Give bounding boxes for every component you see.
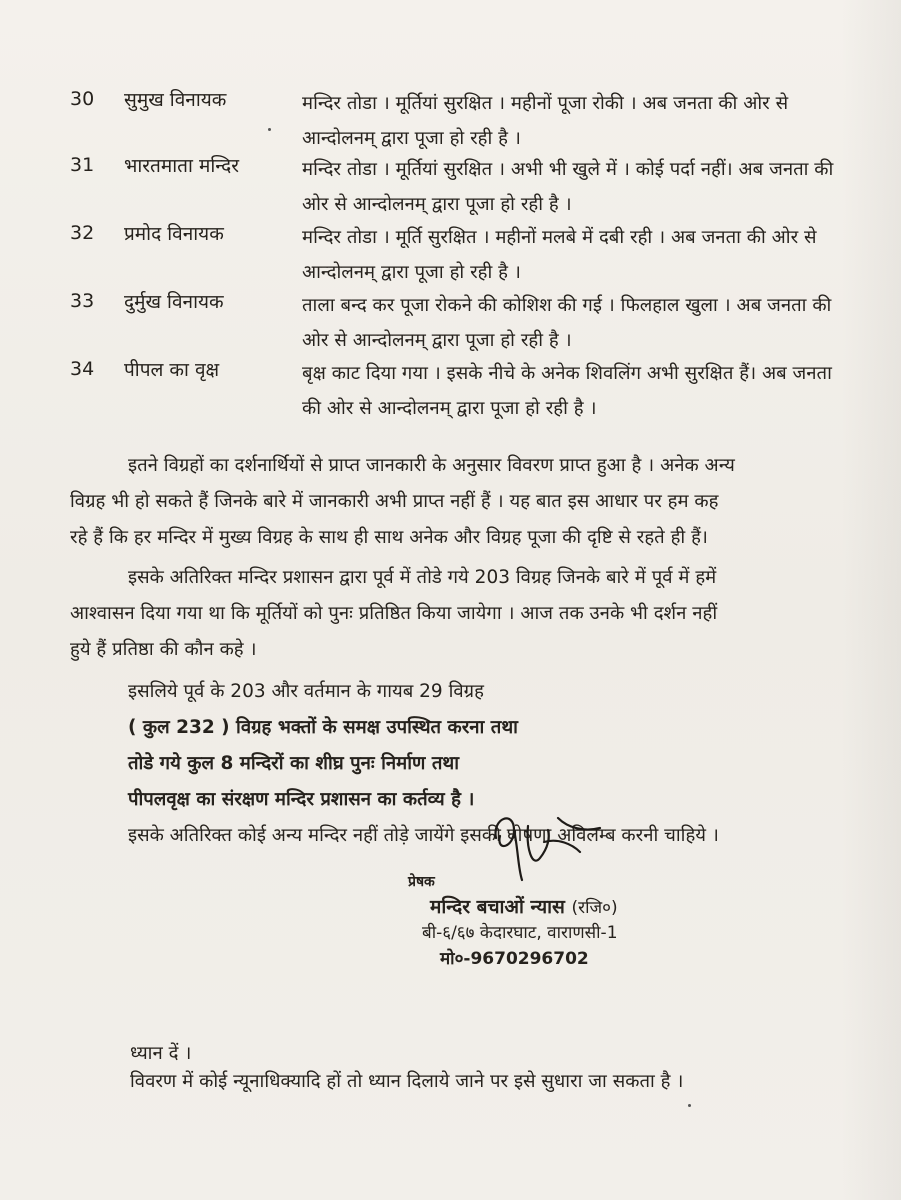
entry-description: मन्दिर तोडा । मूर्तियां सुरक्षित । अभी भी खुले में । कोई पर्दा नहीं। अब जनता की ओर से आन्दोलनम् द्वारा पूजा हो रही है । (302, 159, 834, 215)
sender-phone: मो०-9670296702 (440, 949, 589, 969)
entry-number: 31 (70, 154, 95, 176)
paragraph-line: रहे हैं कि हर मन्दिर में मुख्य विग्रह के साथ ही साथ अनेक और विग्रह पूजा की दृष्टि से रहते ही हैं। (70, 527, 708, 548)
entry-title: पीपल का वृक्ष (124, 359, 220, 381)
demand-line: इसलिये पूर्व के 203 और वर्तमान के गायब 29 विग्रह (128, 681, 484, 702)
paragraph-line: इतने विग्रहों का दर्शनार्थियों से प्राप्त जानकारी के अनुसार विवरण प्राप्त हुआ है । अनेक अन्य (128, 455, 735, 476)
entry-description: ताला बन्द कर पूजा रोकने की कोशिश की गई । फिलहाल खुला । अब जनता की ओर से आन्दोलनम् द्वारा पूजा हो रही है । (302, 295, 832, 351)
entry-description: बृक्ष काट दिया गया । इसके नीचे के अनेक शिवलिंग अभी सुरक्षित हैं। अब जनता की ओर से आन्दोलनम् द्वारा पूजा हो रही है । (302, 363, 832, 419)
demand-line: पीपलवृक्ष का संरक्षण मन्दिर प्रशासन का कर्तव्य है । (128, 789, 475, 810)
sender-reg: (रजि०) (571, 898, 618, 918)
handwritten-signature (488, 808, 608, 888)
paragraph-line: आश्वासन दिया गया था कि मूर्तियों को पुनः प्रतिष्ठित किया जायेगा । आज तक उनके भी दर्शन नहीं (70, 603, 718, 624)
entry-title: प्रमोद विनायक (124, 223, 224, 245)
sender-org (430, 893, 618, 919)
sender-org-name: मन्दिर बचाओं न्यास (430, 896, 565, 918)
demand-line: तोडे गये कुल 8 मन्दिरों का शीघ्र पुनः निर्माण तथा (128, 753, 459, 774)
entry-title: दुर्मुख विनायक (124, 291, 224, 313)
sender-address: बी-६/६७ केदारघाट, वाराणसी-1 (422, 923, 618, 943)
demand-line: ( कुल 232 ) विग्रह भक्तों के समक्ष उपस्थित करना तथा (128, 717, 518, 738)
speck (688, 1104, 691, 1107)
note-heading: ध्यान दें । (130, 1043, 192, 1064)
paragraph-line: विग्रह भी हो सकते हैं जिनके बारे में जानकारी अभी प्राप्त नहीं हैं । यह बात इस आधार पर हम कह (70, 491, 719, 512)
entry-description: मन्दिर तोडा । मूर्ति सुरक्षित । महीनों मलबे में दबी रही । अब जनता की ओर से आन्दोलनम् द्वारा पूजा हो रही है । (302, 227, 817, 283)
entry-34 (0, 354, 901, 434)
entry-number: 30 (70, 88, 95, 110)
speck (268, 128, 271, 131)
sender-label: प्रेषक (408, 874, 435, 890)
entry-title: सुमुख विनायक (124, 89, 227, 111)
entry-title: भारतमाता मन्दिर (124, 155, 239, 177)
paragraph-line: हुये हैं प्रतिष्ठा की कौन कहे । (70, 639, 257, 660)
entry-number: 33 (70, 290, 95, 312)
entry-number: 32 (70, 222, 95, 244)
paragraph-line: इसके अतिरिक्त मन्दिर प्रशासन द्वारा पूर्व में तोडे गये 203 विग्रह जिनके बारे में पूर्व में हमें (128, 567, 717, 588)
entry-number: 34 (70, 358, 95, 380)
demand-line: इसके अतिरिक्त कोई अन्य मन्दिर नहीं तोड़े जायेंगे इसकी घोषणा अविलम्ब करनी चाहिये । (128, 825, 719, 846)
note-text: विवरण में कोई न्यूनाधिक्यादि हों तो ध्यान दिलाये जाने पर इसे सुधारा जा सकता है । (130, 1071, 684, 1092)
entry-description: मन्दिर तोडा । मूर्तियां सुरक्षित । महीनों पूजा रोकी । अब जनता की ओर से आन्दोलनम् द्वारा पूजा हो रही है । (302, 93, 789, 149)
